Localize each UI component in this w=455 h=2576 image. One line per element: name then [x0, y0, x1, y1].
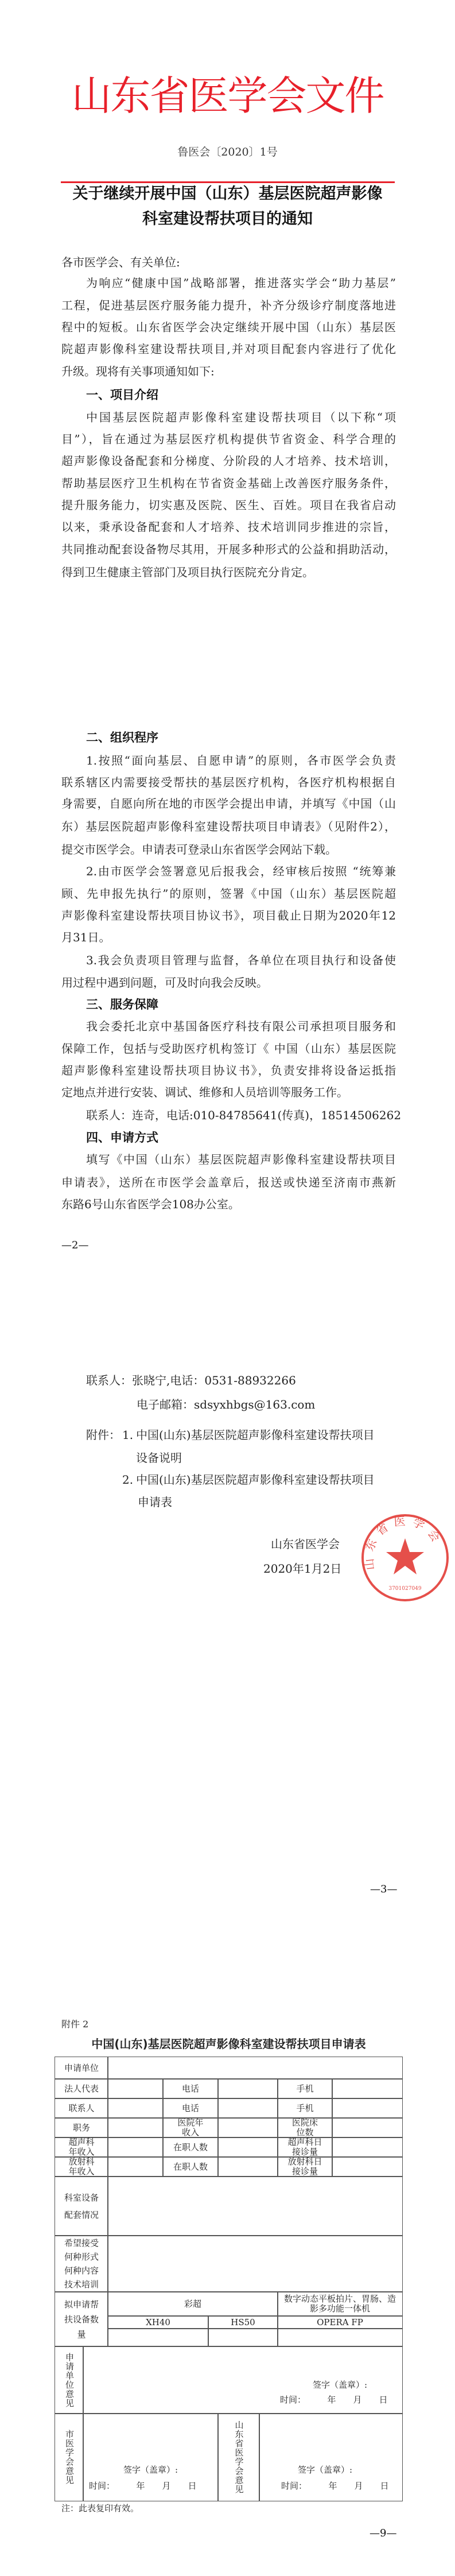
label-apply-equipment: 拟申请帮扶设备数量 — [55, 2291, 108, 2347]
field-contact-mobile[interactable] — [332, 2098, 403, 2119]
body-line: 填写《中国（山东）基层医院超声影像科室建设帮扶项目 — [86, 1153, 396, 1166]
field-legal-rep-mobile[interactable] — [332, 2078, 403, 2099]
model-xh40: XH40 — [107, 2315, 209, 2329]
prov-sign-stamp: 签字（盖章）: — [298, 2465, 353, 2475]
label-rad-income: 放射科年收入 — [55, 2156, 108, 2177]
intro-line: 院超声影像科室建设帮扶项目,并对项目配套内容进行了优化 — [61, 342, 396, 356]
body-line: 得到卫生健康主管部门及项目执行医院充分肯定。 — [61, 565, 314, 579]
form-title: 中国(山东)基层医院超声影像科室建设帮扶项目申请表 — [91, 2037, 366, 2051]
field-contact-person[interactable] — [107, 2098, 164, 2119]
contact-person: 联系人：张晓宁,电话：0531-88932266 — [86, 1374, 296, 1387]
attachment-2-number: 2. — [122, 1473, 134, 1487]
body-line: 东路6号山东省医学会108办公室。 — [61, 1197, 240, 1211]
seal-number: 3701027049 — [388, 1586, 422, 1592]
attachment-1-number: 1. — [122, 1428, 134, 1442]
label-unit-opinion: 申请单位意见 — [55, 2346, 84, 2414]
model-opera-fp: OPERA FP — [277, 2315, 403, 2329]
label-us-daily: 超声科日接诊量 — [277, 2137, 333, 2158]
intro-line: 程中的短板。山东省医学会决定继续开展中国（山东）基层医 — [61, 320, 396, 334]
label-contact-person: 联系人 — [55, 2098, 108, 2119]
label-rad-staff: 在职人数 — [162, 2156, 219, 2177]
label-applicant-unit: 申请单位 — [55, 2057, 108, 2080]
field-hospital-income[interactable] — [217, 2117, 278, 2138]
attachment-1-title-cont: 设备说明 — [136, 1451, 182, 1465]
label-prov-opinion: 山东省医学会意见 — [217, 2413, 260, 2501]
document-number: 鲁医会〔2020〕1号 — [177, 146, 278, 158]
body-line: 顾、先申报先执行”的原则，签署《中国（山东）基层医院超 — [61, 887, 396, 901]
attachment-2-label: 附件 2 — [61, 2019, 89, 2030]
label-training-wish: 希望接受何种形式何种内容技术培训 — [55, 2235, 108, 2292]
body-line: 提交市医学会。申请表可登录山东省医学会网站下载。 — [61, 843, 337, 856]
body-line: 东）基层医院超声影像科室建设帮扶项目申请表》（见附件2）， — [61, 820, 396, 833]
official-seal — [359, 1512, 451, 1604]
section-heading-4: 四、申请方式 — [86, 1131, 158, 1145]
label-mobile: 手机 — [277, 2098, 333, 2119]
label-us-income: 超声科年收入 — [55, 2137, 108, 2158]
header-dr-machine: 数字动态平板拍片、胃肠、造影多功能一体机 — [277, 2291, 403, 2317]
salutation: 各市医学会、有关单位: — [61, 255, 180, 269]
body-line: 申请表》，送所在市医学会盖章后，报送或快递至济南市燕新 — [61, 1176, 396, 1189]
unit-sign-time: 时间： 年 月 日 — [280, 2395, 388, 2405]
field-hospital-beds[interactable] — [332, 2117, 403, 2138]
field-rad-daily[interactable] — [332, 2156, 403, 2177]
field-position[interactable] — [107, 2117, 164, 2138]
label-equipment-status: 科室设备配套情况 — [55, 2176, 108, 2236]
body-line: 以来，秉承设备配套和人才培养、技术培训同步推进的宗旨， — [61, 520, 396, 534]
label-rad-daily: 放射科日接诊量 — [277, 2156, 333, 2177]
field-rad-income[interactable] — [107, 2156, 164, 2177]
section-heading-3: 三、服务保障 — [86, 998, 158, 1011]
field-us-income[interactable] — [107, 2137, 164, 2158]
body-line: 提升服务能力，切实惠及医院、医生、百姓。项目在我省启动 — [61, 498, 396, 512]
body-line: 帮助基层医疗卫生机构在节省资金基础上改善医疗服务条件， — [61, 476, 396, 490]
notice-title-line2: 科室建设帮扶项目的通知 — [142, 210, 313, 228]
label-phone: 电话 — [162, 2098, 219, 2119]
body-line: 身需要，自愿向所在地的市医学会提出申请，并填写《中国（山 — [61, 797, 396, 810]
body-line: 我会委托北京中基国备医疗科技有限公司承担项目服务和 — [86, 1019, 396, 1033]
seal-arc-text: 山东省医学会 — [361, 1514, 446, 1571]
page-number-9: —9— — [370, 2527, 397, 2539]
field-rad-staff[interactable] — [217, 2156, 278, 2177]
body-line: 2.由市医学会签署意见后报我会，经审核后按照 “统筹兼 — [86, 864, 396, 878]
field-legal-rep-phone[interactable] — [217, 2078, 278, 2099]
field-training-wish[interactable] — [107, 2235, 403, 2292]
field-qty-hs50[interactable] — [208, 2328, 278, 2347]
field-qty-opera-fp[interactable] — [277, 2328, 403, 2347]
prov-sign-time: 时间： 年 月 日 — [281, 2481, 389, 2491]
intro-line: 升级。现将有关事项通知如下: — [61, 364, 215, 378]
label-us-staff: 在职人数 — [162, 2137, 219, 2158]
service-contact-line: 联系人：连奇，电话:010-84785641(传真)，18514506262 — [86, 1108, 402, 1122]
body-line: 中国基层医院超声影像科室建设帮扶项目（以下称“项 — [86, 410, 396, 424]
signing-organization: 山东省医学会 — [271, 1537, 340, 1551]
header-color-ultrasound: 彩超 — [107, 2291, 278, 2317]
body-line: 月31日。 — [61, 930, 111, 944]
field-equipment-status[interactable] — [107, 2176, 403, 2236]
model-hs50: HS50 — [208, 2315, 278, 2329]
body-line: 定地点并进行安装、调试、维修和人员培训等服务工作。 — [61, 1085, 348, 1099]
section-heading-1: 一、项目介绍 — [86, 388, 158, 402]
body-line: 3.我会负责项目管理与监督，各单位在项目执行和设备使 — [86, 953, 396, 967]
label-position: 职务 — [55, 2117, 108, 2138]
org-document-title: 山东省医学会文件 — [71, 72, 384, 119]
form-note: 注：此表复印有效。 — [61, 2503, 139, 2513]
body-line: 目”），旨在通过为基层医疗机构提供节省资金、科学合理的 — [61, 432, 396, 446]
body-line: 1.按照“面向基层、自愿申请”的原则，各市医学会负责 — [86, 754, 396, 767]
intro-line: 为响应“健康中国”战略部署，推进落实学会“助力基层” — [86, 276, 396, 290]
body-line: 用过程中遇到问题，可及时向我会反映。 — [61, 976, 268, 990]
unit-sign-stamp: 签字（盖章）: — [313, 2380, 368, 2390]
body-line: 超声影像科室建设帮扶项目协议书》，负责安排将设备运抵指 — [61, 1064, 396, 1077]
field-legal-rep[interactable] — [107, 2078, 164, 2099]
seal-star-icon — [386, 1538, 424, 1574]
page-number-2: —2— — [61, 1239, 89, 1251]
field-us-daily[interactable] — [332, 2137, 403, 2158]
page-number-3: —3— — [370, 1883, 398, 1895]
body-line: 超声影像设备配套和分梯度、分阶段的人才培养、技术培训， — [61, 454, 396, 468]
attachment-1-title: 中国(山东)基层医院超声影像科室建设帮扶项目 — [136, 1428, 375, 1442]
contact-email: 电子邮箱：sdsyxhbgs@163.com — [137, 1398, 316, 1411]
field-applicant-unit[interactable] — [107, 2057, 403, 2080]
label-hospital-income: 医院年收入 — [162, 2117, 219, 2138]
attachment-2-title-cont: 申请表 — [138, 1495, 172, 1509]
body-line: 共同推动配套设备物尽其用，开展多种形式的公益和捐助活动， — [61, 542, 396, 556]
attachment-2-title: 中国(山东)基层医院超声影像科室建设帮扶项目 — [136, 1473, 375, 1487]
field-us-staff[interactable] — [217, 2137, 278, 2158]
signing-date: 2020年1月2日 — [263, 1562, 342, 1576]
city-sign-stamp: 签字（盖章）: — [123, 2465, 178, 2475]
label-phone: 电话 — [162, 2078, 219, 2099]
city-sign-time: 时间： 年 月 日 — [89, 2481, 197, 2491]
section-heading-2: 二、组织程序 — [86, 731, 158, 744]
label-mobile: 手机 — [277, 2078, 333, 2099]
field-contact-phone[interactable] — [217, 2098, 278, 2119]
label-legal-rep: 法人代表 — [55, 2078, 108, 2099]
attachments-label: 附件： — [86, 1428, 120, 1442]
body-line: 联系辖区内需要接受帮扶的基层医疗机构，各医疗机构根据自 — [61, 775, 396, 789]
body-line: 保障工作，包括与受助医疗机构签订《 中国（山东）基层医院 — [61, 1042, 396, 1056]
label-hospital-beds: 医院床位数 — [277, 2117, 333, 2138]
intro-line: 工程，促进基层医疗服务能力提升，补齐分级诊疗制度落地进 — [61, 298, 396, 312]
field-qty-xh40[interactable] — [107, 2328, 209, 2347]
body-line: 声影像科室建设帮扶项目协议书》，项目截止日期为2020年12 — [61, 909, 396, 922]
notice-title-line1: 关于继续开展中国（山东）基层医院超声影像 — [72, 185, 383, 203]
application-form-table — [55, 2057, 403, 2501]
label-city-opinion: 市医学会意见 — [55, 2413, 84, 2501]
